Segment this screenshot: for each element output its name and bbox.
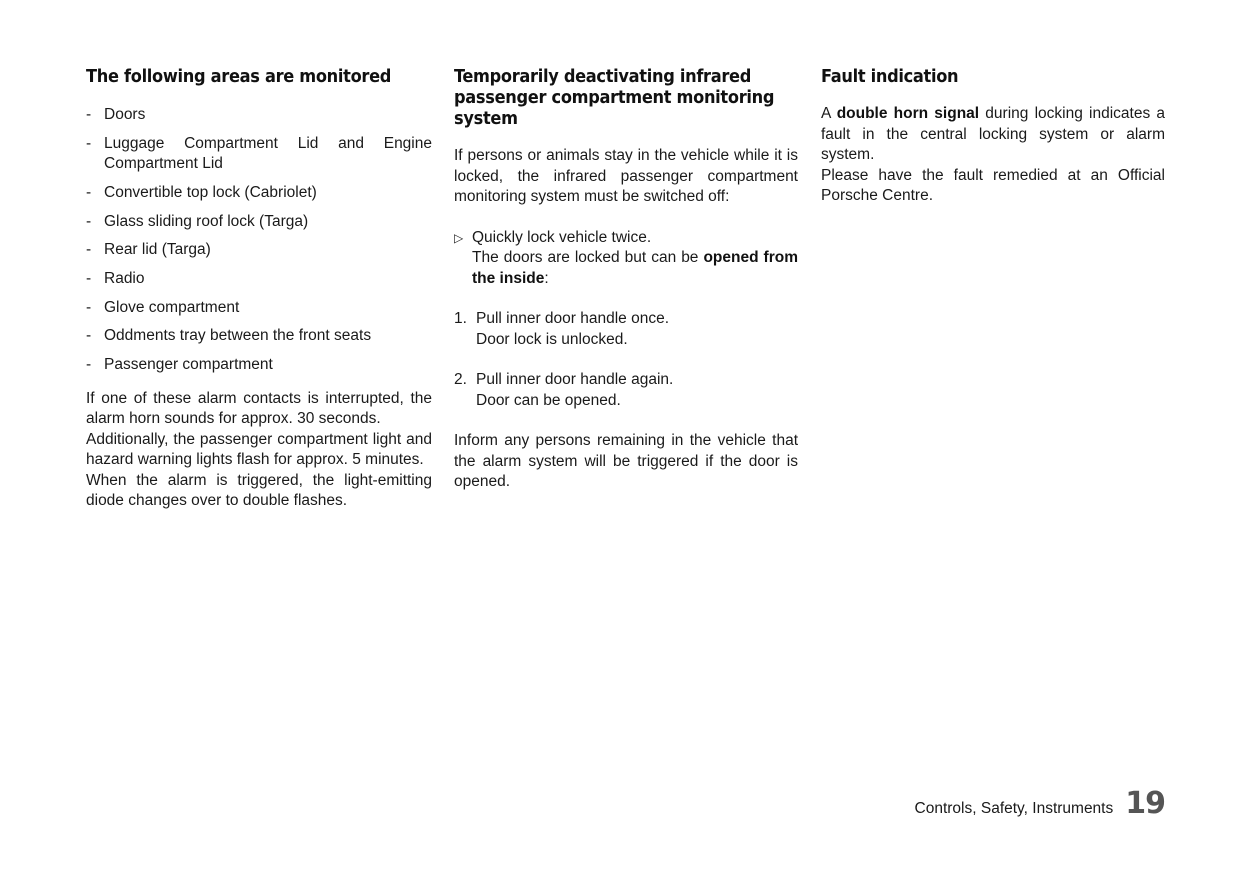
fault-text-bold: double horn signal — [836, 105, 980, 122]
heading-monitored-areas: The following areas are monitored — [86, 66, 392, 87]
heading-deactivating-infrared: Temporarily deactivating infrared passenger compartment monitoring system — [454, 66, 775, 129]
step-number: 2. — [454, 371, 467, 388]
list-item — [86, 355, 432, 376]
step-result — [472, 248, 798, 289]
list-item — [86, 212, 432, 233]
step-action: Pull inner door handle once. — [476, 310, 670, 327]
step-line: Quickly lock vehicle twice. — [472, 228, 652, 246]
list-item-text: Oddments tray between the front seats — [104, 327, 372, 345]
list-item-text: Convertible top lock (Cabriolet) — [104, 183, 317, 201]
list-item-text: Rear lid (Targa) — [104, 241, 211, 259]
column-deactivating-infrared — [454, 66, 798, 493]
step-outcome: Door lock is unlocked. — [476, 330, 628, 348]
list-item — [86, 298, 432, 319]
list-dash: - — [86, 241, 92, 259]
deactivate-intro-paragraph: If persons or animals stay in the vehicle while it is locked, the infrared passenger compartment monitoring system must be switched off: — [454, 147, 798, 205]
step-result-text: The doors are locked but can be — [472, 249, 704, 266]
list-dash: - — [86, 134, 92, 152]
fault-text-pre: A — [821, 105, 837, 122]
numbered-step-2 — [454, 370, 798, 411]
list-item-text: Radio — [104, 269, 145, 287]
list-item — [86, 269, 432, 290]
column-monitored-areas — [86, 66, 432, 512]
list-item-text: Luggage Compartment Lid and Engine Compartment Lid — [104, 134, 432, 173]
list-item — [86, 240, 432, 261]
list-item — [86, 326, 432, 347]
list-item-text: Glove compartment — [104, 298, 240, 316]
triangle-bullet-icon: ▷ — [454, 230, 464, 245]
instruction-step — [454, 228, 798, 290]
list-dash: - — [86, 356, 92, 373]
list-item-text: Passenger compartment — [104, 356, 273, 373]
led-double-flash-paragraph: When the alarm is triggered, the light-emitting diode changes over to double flashes. — [86, 471, 432, 509]
list-item-text: Doors — [104, 106, 146, 123]
step-number: 1. — [454, 310, 467, 327]
heading-fault-indication: Fault indication — [821, 66, 959, 87]
fault-paragraph — [821, 104, 1165, 166]
step-outcome: Door can be opened. — [476, 391, 621, 409]
page-number: 19 — [1125, 786, 1165, 821]
page-footer — [915, 786, 1165, 821]
numbered-step-1 — [454, 309, 798, 350]
list-item-text: Glass sliding roof lock (Targa) — [104, 212, 309, 230]
list-dash: - — [86, 212, 92, 230]
section-title: Controls, Safety, Instruments — [914, 800, 1114, 817]
lights-flash-paragraph: Additionally, the passenger compartment light and hazard warning lights flash for approx. 5 minutes. — [86, 430, 432, 468]
list-item — [86, 134, 432, 175]
list-dash: - — [86, 269, 92, 287]
step-action: Pull inner door handle again. — [476, 371, 674, 388]
list-dash: - — [86, 327, 92, 345]
list-dash: - — [86, 298, 92, 316]
step-result-colon: : — [544, 269, 549, 287]
fault-text-post: during locking indicates a fault in the central locking system or alarm system. — [821, 105, 1166, 163]
inform-persons-paragraph: Inform any persons remaining in the vehicle that the alarm system will be triggered if the door is opened. — [454, 432, 798, 490]
monitored-areas-list — [86, 105, 432, 376]
column-fault-indication — [821, 66, 1165, 207]
list-dash: - — [86, 183, 92, 201]
list-item — [86, 105, 432, 126]
list-item — [86, 183, 432, 204]
alarm-contact-paragraph: If one of these alarm contacts is interrupted, the alarm horn sounds for approx. 30 seconds. — [86, 389, 432, 427]
step-result-bold: opened from the inside — [472, 249, 798, 287]
remedy-paragraph: Please have the fault remedied at an Official Porsche Centre. — [821, 166, 1165, 204]
list-dash: - — [86, 106, 92, 123]
